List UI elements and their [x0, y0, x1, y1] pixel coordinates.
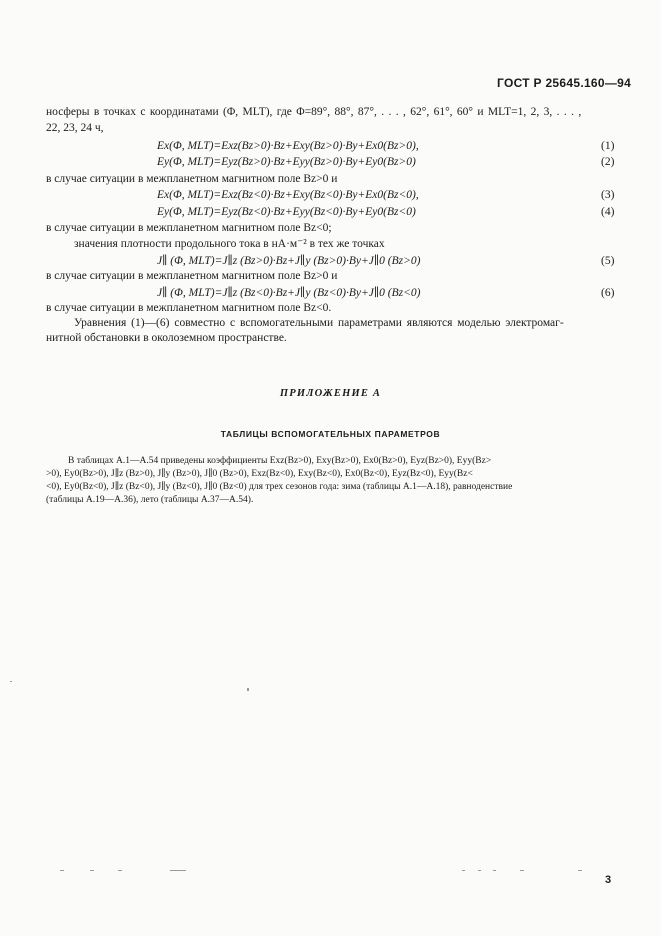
- equation-6-number: (6): [601, 287, 615, 299]
- condition-line-3: в случае ситуации в межпланетном магнитном поле Bz>0 и: [46, 270, 338, 282]
- scan-speck: [170, 870, 186, 871]
- intro-line-2: 22, 23, 24 ч,: [46, 122, 104, 134]
- scan-speck: [118, 870, 122, 871]
- scan-speck: [493, 870, 496, 871]
- equation-1: Ex(Φ, MLT)=Exz(Bz>0)·Bz+Exy(Bz>0)·By+Ex0(Bz>0),: [157, 140, 419, 152]
- equation-1-number: (1): [601, 140, 615, 152]
- equation-3: Ex(Φ, MLT)=Exz(Bz<0)·Bz+Exy(Bz<0)·By+Ex0(Bz<0),: [157, 189, 419, 201]
- equation-3-number: (3): [601, 189, 615, 201]
- equation-5-number: (5): [601, 255, 615, 267]
- appendix-paragraph-line-2: >0), Ey0(Bz>0), J∥z (Bz>0), J∥y (Bz>0), J∥0 (Bz>0), Exz(Bz<0), Exy(Bz<0), Ex0(Bz<0), Eyz(Bz<0), Eyy(Bz<: [46, 469, 473, 479]
- intro-line-1: носферы в точках с координатами (Φ, MLT), где Φ=89°, 88°, 87°, . . . , 62°, 61°, 60° и MLT=1, 2, 3, . . . ,: [46, 106, 582, 118]
- scan-speck: [462, 870, 465, 871]
- appendix-paragraph-line-3: <0), Ey0(Bz<0), J∥z (Bz<0), J∥y (Bz<0), J∥0 (Bz<0) для трех сезонов года: зима (таблицы А.1—А.18), равноденствие: [46, 482, 513, 492]
- scan-speck: [578, 870, 582, 871]
- equation-2: Ey(Φ, MLT)=Eyz(Bz>0)·Bz+Eyy(Bz>0)·By+Ey0(Bz>0): [157, 156, 416, 168]
- condition-line-2: в случае ситуации в межпланетном магнитном поле Bz<0;: [46, 222, 332, 234]
- equation-4-number: (4): [601, 206, 615, 218]
- equation-4: Ey(Φ, MLT)=Eyz(Bz<0)·Bz+Eyy(Bz<0)·By+Ey0(Bz<0): [157, 206, 416, 218]
- scan-speck: [520, 870, 524, 871]
- scan-speck: [478, 870, 481, 871]
- current-intro: значения плотности продольного тока в нА·м⁻² в тех же точках: [74, 238, 385, 250]
- scan-speck: [90, 870, 94, 871]
- page-number: 3: [605, 874, 612, 886]
- conclusion-line-1: Уравнения (1)—(6) совместно с вспомогательными параметрами являются моделью электромаг-: [74, 317, 564, 329]
- appendix-paragraph-line-4: (таблицы А.19—А.36), лето (таблицы А.37—А.54).: [46, 495, 254, 505]
- appendix-paragraph-line-1: В таблицах А.1—А.54 приведены коэффициенты Exz(Bz>0), Exy(Bz>0), Ex0(Bz>0), Eyz(Bz>0), Eyy(Bz>: [68, 456, 492, 466]
- equation-5: J∥ (Φ, MLT)=J∥z (Bz>0)·Bz+J∥y (Bz>0)·By+J∥0 (Bz>0): [157, 255, 421, 267]
- equation-2-number: (2): [601, 156, 615, 168]
- conclusion-line-2: нитной обстановки в околоземном пространстве.: [46, 332, 287, 344]
- equation-6: J∥ (Φ, MLT)=J∥z (Bz<0)·Bz+J∥y (Bz<0)·By+J∥0 (Bz<0): [157, 287, 421, 299]
- scan-speck: [60, 870, 64, 871]
- document-code: ГОСТ Р 25645.160—94: [497, 76, 632, 90]
- condition-line-4: в случае ситуации в межпланетном магнитном поле Bz<0.: [46, 302, 332, 314]
- condition-line-1: в случае ситуации в межпланетном магнитном поле Bz>0 и: [46, 173, 338, 185]
- tables-heading: ТАБЛИЦЫ ВСПОМОГАТЕЛЬНЫХ ПАРАМЕТРОВ: [220, 429, 441, 439]
- scan-speck: [10, 681, 12, 682]
- appendix-title: ПРИЛОЖЕНИЕ А: [279, 388, 382, 399]
- scan-speck: [247, 688, 249, 691]
